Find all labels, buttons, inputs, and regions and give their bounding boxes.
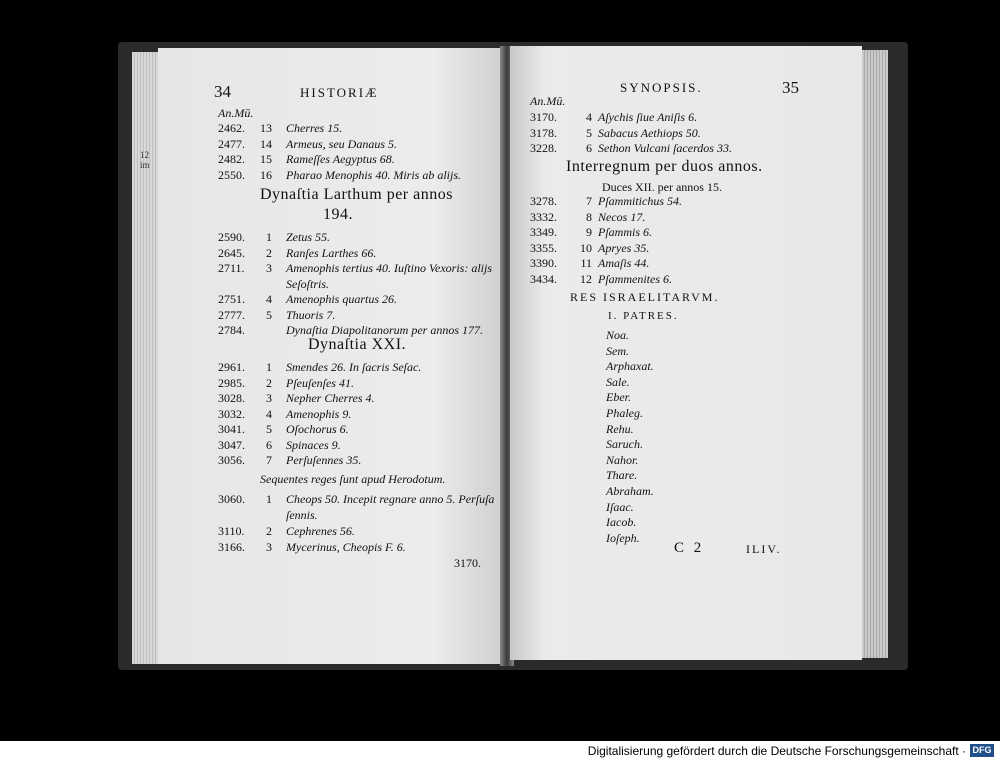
number-cell: 16 (260, 167, 272, 182)
number-cell: 3 (266, 391, 272, 405)
name-cell: Pſeuſenſes 41. (286, 375, 354, 390)
number-cell: 4 (266, 406, 272, 421)
name-cell: Ranſes Larthes 66. (286, 245, 377, 260)
number-cell: 9 (586, 225, 592, 239)
year-cell: 3166. (218, 540, 245, 554)
number-cell: 1 (266, 492, 272, 506)
name-cell: Necos 17. (598, 209, 646, 224)
list-item: Sem. (606, 343, 629, 358)
footer-text: Digitalisierung gefördert durch die Deutsche Forschungsgemeinschaft · (587, 744, 966, 758)
year-cell: 3170. (530, 110, 557, 124)
catchword: ILIV. (746, 542, 782, 556)
interregnum-heading: Interregnum per duos annos. (566, 158, 763, 175)
year-cell: 2482. (218, 152, 245, 166)
name-cell: Nepher Cherres 4. (286, 391, 375, 405)
list-item: Noa. (606, 328, 630, 342)
list-item: Iſaac. (606, 499, 634, 514)
list-item: Arphaxat. (606, 359, 654, 374)
number-cell: 3 (266, 261, 272, 275)
year-cell: 3028. (218, 391, 245, 405)
dynasty-heading: Dynaſtia Larthum per annos (260, 186, 453, 203)
duces-line: Duces XII. per annos 15. (602, 180, 722, 194)
list-item: Phaleg. (606, 406, 643, 420)
name-cell: Pſammenites 6. (598, 271, 672, 286)
name-cell: Zetus 55. (286, 230, 331, 244)
list-item: Nahor. (606, 452, 639, 467)
list-item: Sale. (606, 374, 630, 389)
number-cell: 2 (266, 524, 272, 538)
year-cell: 3355. (530, 240, 557, 255)
footer-bar (0, 741, 1000, 761)
year-cell: 2590. (218, 230, 245, 244)
page-number: 35 (782, 78, 799, 97)
name-cell: Mycerinus, Cheopis F. 6. (286, 540, 406, 554)
name-cell: Pſammitichus 54. (598, 194, 682, 208)
number-cell: 2 (266, 245, 272, 260)
name-cell: Thuoris 7. (286, 307, 336, 322)
list-item: Thare. (606, 468, 638, 483)
year-cell: 3434. (530, 271, 557, 286)
year-cell: 2550. (218, 167, 245, 182)
year-cell: 3032. (218, 406, 245, 421)
number-cell: 4 (586, 110, 592, 124)
dynasty-heading-years: 194. (323, 206, 353, 223)
number-cell: 11 (580, 256, 592, 270)
name-cell: Smendes 26. In ſacris Seſac. (286, 360, 422, 374)
name-cell: Sethon Vulcani ſacerdos 33. (598, 141, 732, 155)
number-cell: 13 (260, 121, 272, 135)
number-cell: 3 (266, 540, 272, 554)
list-item: Saruch. (606, 437, 643, 452)
year-cell: 3228. (530, 141, 557, 155)
year-cell: 2784. (218, 323, 245, 337)
right-page (510, 46, 862, 660)
number-cell: 7 (586, 194, 592, 208)
dynasty-xxi-heading: Dynaſtia XXI. (308, 336, 407, 353)
number-cell: 6 (266, 437, 272, 452)
number-cell: 5 (266, 307, 272, 322)
name-cell: Amenophis tertius 40. Iuſtino Vexoris: alijs (286, 261, 492, 275)
year-cell: 3047. (218, 437, 245, 452)
number-cell: 6 (586, 141, 592, 155)
number-cell: 5 (266, 422, 272, 436)
name-cell: Aſychis ſiue Aniſis 6. (598, 110, 698, 124)
year-cell: 2645. (218, 245, 245, 260)
number-cell: 15 (260, 152, 272, 166)
signature-mark: C 2 (674, 540, 705, 556)
name-cell: Cephrenes 56. (286, 524, 355, 538)
catchword: 3170. (454, 556, 481, 570)
number-cell: 4 (266, 292, 272, 306)
name-cell: Armeus, seu Danaus 5. (286, 136, 397, 151)
name-cell: Apryes 35. (598, 240, 650, 255)
column-label: An.Mū. (218, 106, 254, 120)
list-item: Iacob. (606, 515, 637, 530)
running-head: SYNOPSIS. (620, 80, 703, 95)
year-cell: 2777. (218, 307, 245, 322)
list-item: Rehu. (606, 421, 634, 436)
number-cell: 14 (260, 136, 272, 151)
year-cell: 2462. (218, 121, 245, 135)
number-cell: 1 (266, 360, 272, 374)
year-cell: 3349. (530, 225, 557, 239)
year-cell: 2477. (218, 136, 245, 151)
name-cell: Amaſis 44. (598, 256, 650, 270)
year-cell: 2985. (218, 375, 245, 390)
year-cell: 2961. (218, 360, 245, 374)
sequentes-note: Sequentes reges ſunt apud Herodotum. (260, 472, 446, 486)
name-cell: Amenophis quartus 26. (286, 292, 397, 306)
number-cell: 8 (586, 209, 592, 224)
name-cell: Spinaces 9. (286, 437, 341, 452)
name-cell: Pharao Menophis 40. Miris ab alijs. (286, 167, 462, 182)
name-cell: Rameſſes Aegyptus 68. (286, 152, 395, 166)
year-cell: 3278. (530, 194, 557, 208)
name-cell: Amenophis 9. (286, 406, 352, 421)
page-number: 34 (214, 82, 231, 101)
margin-mark: im (140, 160, 150, 170)
name-cell: Oſochorus 6. (286, 422, 349, 436)
name-cell: Cherres 15. (286, 121, 343, 135)
list-item: Eber. (606, 390, 631, 405)
year-cell: 3178. (530, 125, 557, 140)
number-cell: 10 (580, 240, 592, 255)
margin-mark: 12 (140, 150, 149, 160)
year-cell: 3332. (530, 209, 557, 224)
year-cell: 2711. (218, 261, 245, 275)
year-cell: 3110. (218, 524, 245, 538)
running-head: HISTORIÆ (300, 85, 379, 100)
year-cell: 3390. (530, 256, 557, 270)
name-cell: Seſoſtris. (286, 276, 330, 291)
name-cell: Sabacus Aethiops 50. (598, 125, 701, 140)
year-cell: 2751. (218, 292, 245, 306)
name-cell: Dynaſtia Diapolitanorum per annos 177. (286, 323, 483, 337)
patres-heading: I. PATRES. (608, 310, 679, 322)
year-cell: 3041. (218, 422, 245, 436)
year-cell: 3056. (218, 453, 245, 467)
number-cell: 1 (266, 230, 272, 244)
column-label: An.Mū. (530, 94, 566, 108)
name-cell: Pſammis 6. (598, 225, 652, 239)
name-cell: Perſuſennes 35. (286, 453, 362, 467)
number-cell: 5 (586, 125, 592, 140)
number-cell: 7 (266, 453, 272, 467)
list-item: Ioſeph. (606, 530, 640, 545)
name-cell: Cheops 50. Incepit regnare anno 5. Perſuſa (286, 492, 495, 506)
name-cell: ſennis. (286, 508, 318, 522)
number-cell: 2 (266, 375, 272, 390)
number-cell: 12 (580, 271, 592, 286)
res-israelitarum-heading: RES ISRAELITARVM. (570, 290, 720, 304)
dfg-logo: DFG (970, 744, 994, 757)
left-page (158, 48, 503, 664)
year-cell: 3060. (218, 492, 245, 506)
list-item: Abraham. (606, 484, 654, 498)
